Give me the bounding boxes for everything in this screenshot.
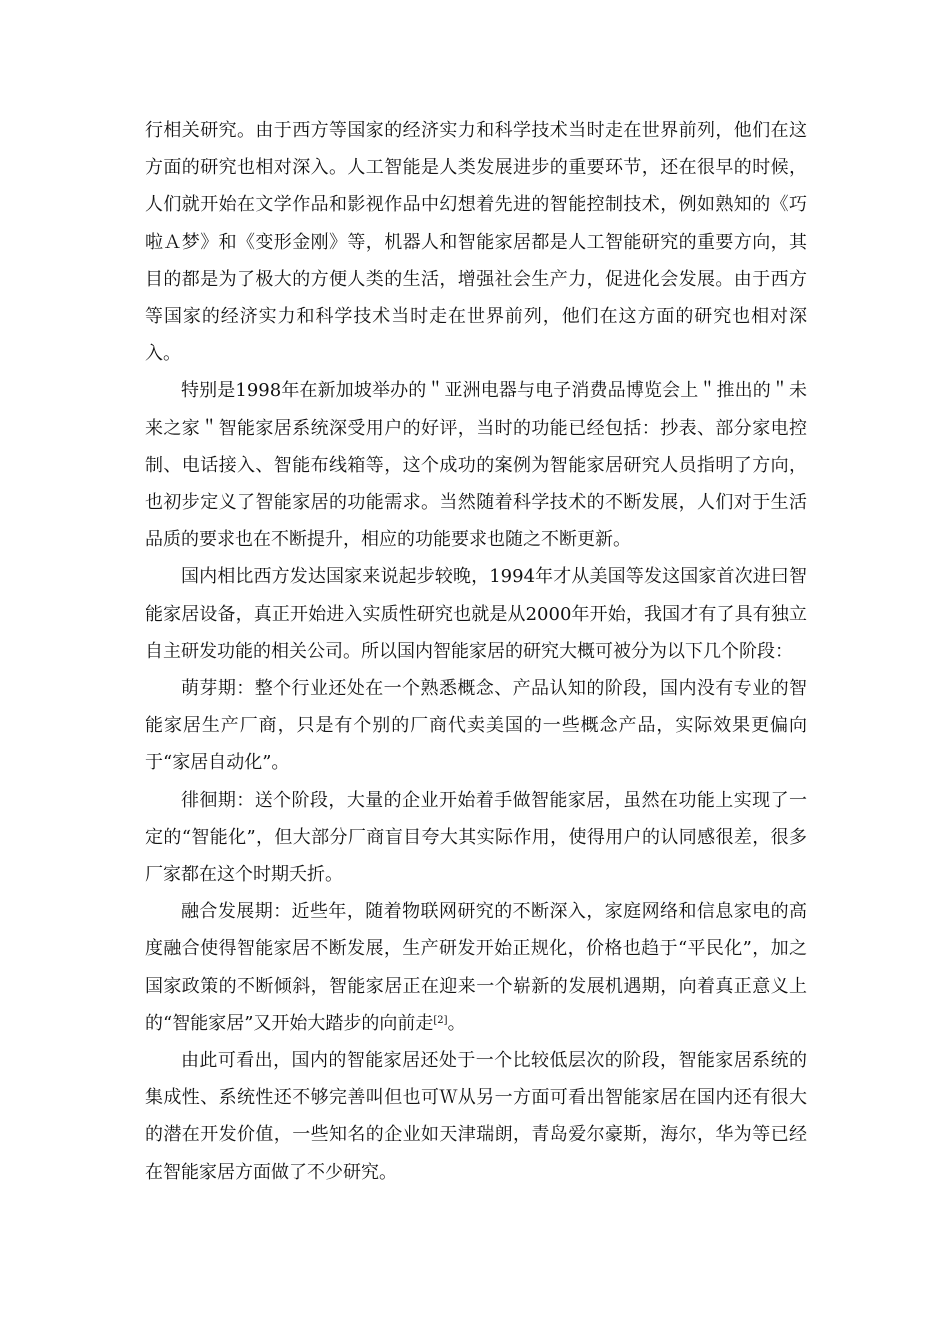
paragraph-sprout-stage: 萌芽期：整个行业还处在一个熟悉概念、产品认知的阶段，国内没有专业的智能家居生产厂商，只是有个别的厂商代卖美国的一些概念产品，实际效果更偏向于“家居自动化”。: [145, 678, 807, 774]
paragraph-fusion-stage: [145, 893, 807, 1042]
paragraph-fusion-stage-text: 融合发展期：近些年，随着物联网研究的不断深入，家庭网络和信息家电的高度融合使得智能家居不断发展，生产研发开始正规化，价格也趋于“平民化”，加之国家政策的不断倾斜，智能家居正在迎来一个崭新的发展机遇期，向着真正意义上的“智能家居”又开始大踏步的向前走: [145, 901, 807, 1034]
paragraph-fusion-stage-tail: 。: [447, 1012, 466, 1034]
document-page: [145, 112, 807, 1191]
paragraph-research-background: 行相关研究。由于西方等国家的经济实力和科学技术当时走在世界前列，他们在这方面的研究也相对深入。人工智能是人类发展进步的重要环节，还在很早的时候，人们就开始在文学作品和影视作品中幻想着先进的智能控制技术，例如熟知的《巧啦Ａ梦》和《变形金刚》等，机器人和智能家居都是人工智能研究的重要方向，其目的都是为了极大的方便人类的生活，增强社会生产力，促进化会发展。由于西方等国家的经济实力和科学技术当时走在世界前列，他们在这方面的研究也相对深入。: [145, 120, 807, 365]
paragraph-conclusion: 由此可看出，国内的智能家居还处于一个比较低层次的阶段，智能家居系统的集成性、系统性还不够完善叫但也可Ｗ从另一方面可看出智能家居在国内还有很大的潜在开发价值，一些知名的企业如天津瑞朗，青岛爱尔豪斯，海尔，华为等已经在智能家居方面做了不少研究。: [145, 1050, 807, 1183]
citation-reference: [2]: [433, 1014, 448, 1026]
paragraph-hesitation-stage: 徘徊期：送个阶段，大量的企业开始着手做智能家居，虽然在功能上实现了一定的“智能化”，但大部分厂商盲目夸大其实际作用，使得用户的认同感很差，很多厂家都在这个时期夭折。: [145, 789, 807, 886]
paragraph-domestic-start: 国内相比西方发达国家来说起步较晚，1994年才从美国等发这国家首次进曰智能家居设备，真正开始进入实质性研究也就是从2000年开始，我国才有了具有独立自主研发功能的相关公司。所以国内智能家居的研究大概可被分为以下几个阶段：: [145, 566, 807, 662]
paragraph-future-home-1998: 特别是1998年在新加坡举办的＂亚洲电器与电子消费品博览会上＂推出的＂未来之家＂智能家居系统深受用户的好评，当时的功能已经包括：抄表、部分家电控制、电话接入、智能布线箱等，这个成功的案例为智能家居研究人员指明了方向，也初步定义了智能家居的功能需求。当然随着科学技术的不断发展，人们对于生活品质的要求也在不断提升，相应的功能要求也随之不断更新。: [145, 380, 807, 551]
